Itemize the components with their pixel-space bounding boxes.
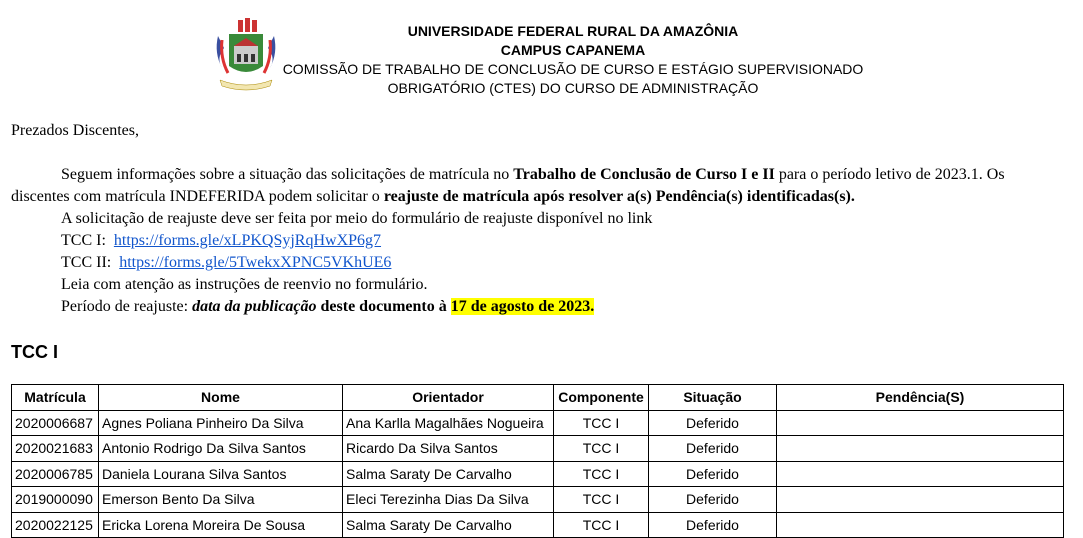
text: Trabalho de Conclusão de Curso I e II xyxy=(513,166,775,183)
pendencia-cell xyxy=(777,461,1064,487)
orientador-cell: Salma Saraty De Carvalho xyxy=(343,512,554,538)
document-header xyxy=(260,22,886,98)
tcc1-label: TCC I: xyxy=(61,232,106,249)
resend-note: Leia com atenção as instruções de reenvio no formulário. xyxy=(61,276,428,293)
commission-name: COMISSÃO DE TRABALHO DE CONCLUSÃO DE CURSO E ESTÁGIO SUPERVISIONADO xyxy=(282,61,864,77)
matricula-cell: 2020006785 xyxy=(12,461,99,487)
orientador-cell: Salma Saraty De Carvalho xyxy=(343,461,554,487)
university-name: UNIVERSIDADE FEDERAL RURAL DA AMAZÔNIA xyxy=(407,23,739,39)
tcc2-label: TCC II: xyxy=(61,254,112,271)
pendencia-cell xyxy=(777,487,1064,513)
componente-cell: TCC I xyxy=(554,487,649,513)
col-header: Componente xyxy=(554,385,649,411)
matricula-cell: 2019000090 xyxy=(12,487,99,513)
pendencia-cell xyxy=(777,410,1064,436)
text: para o período letivo de 2023.1. Os xyxy=(774,166,1005,183)
matricula-cell: 2020006687 xyxy=(12,410,99,436)
pendencia-cell xyxy=(777,512,1064,538)
situacao-cell: Deferido xyxy=(649,512,777,538)
adjustment-period xyxy=(61,296,594,318)
matricula-cell: 2020021683 xyxy=(12,436,99,462)
table-row xyxy=(12,487,1064,513)
section-title: TCC I xyxy=(11,342,58,362)
text: Seguem informações sobre a situação das solicitações de matrícula no xyxy=(61,166,514,183)
col-header: Nome xyxy=(99,385,343,411)
course-name: OBRIGATÓRIO (CTES) DO CURSO DE ADMINISTRAÇÃO xyxy=(387,80,759,96)
tcc2-form-link[interactable]: https://forms.gle/5TwekxXPNC5VKhUE6 xyxy=(119,254,392,271)
text: reajuste de matrícula após resolver a(s) Pendência(s) identificadas(s). xyxy=(383,188,855,205)
campus-name: CAMPUS CAPANEMA xyxy=(500,42,646,58)
intro-paragraph xyxy=(11,164,1066,208)
instruction-text: A solicitação de reajuste deve ser feita por meio do formulário de reajuste disponível no link xyxy=(61,210,653,227)
col-header: Pendência(S) xyxy=(777,385,1064,411)
tcc1-link-line xyxy=(61,230,381,252)
componente-cell: TCC I xyxy=(554,512,649,538)
orientador-cell: Ana Karlla Magalhães Nogueira xyxy=(343,410,554,436)
col-header: Situação xyxy=(649,385,777,411)
matricula-cell: 2020022125 xyxy=(12,512,99,538)
nome-cell: Antonio Rodrigo Da Silva Santos xyxy=(99,436,343,462)
componente-cell: TCC I xyxy=(554,410,649,436)
tcc2-link-line xyxy=(61,252,391,274)
text: discentes com matrícula INDEFERIDA podem solicitar o xyxy=(11,188,384,205)
tcc1-form-link[interactable]: https://forms.gle/xLPKQSyjRqHwXP6g7 xyxy=(113,232,382,249)
situacao-cell: Deferido xyxy=(649,410,777,436)
nome-cell: Emerson Bento Da Silva xyxy=(99,487,343,513)
componente-cell: TCC I xyxy=(554,436,649,462)
table-row xyxy=(12,410,1064,436)
situacao-cell: Deferido xyxy=(649,461,777,487)
componente-cell: TCC I xyxy=(554,461,649,487)
pendencia-cell xyxy=(777,436,1064,462)
nome-cell: Ericka Lorena Moreira De Sousa xyxy=(99,512,343,538)
orientador-cell: Eleci Terezinha Dias Da Silva xyxy=(343,487,554,513)
nome-cell: Daniela Lourana Silva Santos xyxy=(99,461,343,487)
situacao-cell: Deferido xyxy=(649,436,777,462)
table-row xyxy=(12,461,1064,487)
greeting: Prezados Discentes, xyxy=(11,122,139,139)
text: data da publicação xyxy=(192,298,317,315)
col-header: Matrícula xyxy=(12,385,99,411)
table-row xyxy=(12,436,1064,462)
orientador-cell: Ricardo Da Silva Santos xyxy=(343,436,554,462)
enrollment-table xyxy=(11,384,1064,538)
text: Período de reajuste: xyxy=(61,298,193,315)
col-header: Orientador xyxy=(343,385,554,411)
situacao-cell: Deferido xyxy=(649,487,777,513)
nome-cell: Agnes Poliana Pinheiro Da Silva xyxy=(99,410,343,436)
text: deste documento à xyxy=(316,298,451,315)
table-row xyxy=(12,512,1064,538)
deadline-highlight: 17 de agosto de 2023. xyxy=(450,298,595,315)
